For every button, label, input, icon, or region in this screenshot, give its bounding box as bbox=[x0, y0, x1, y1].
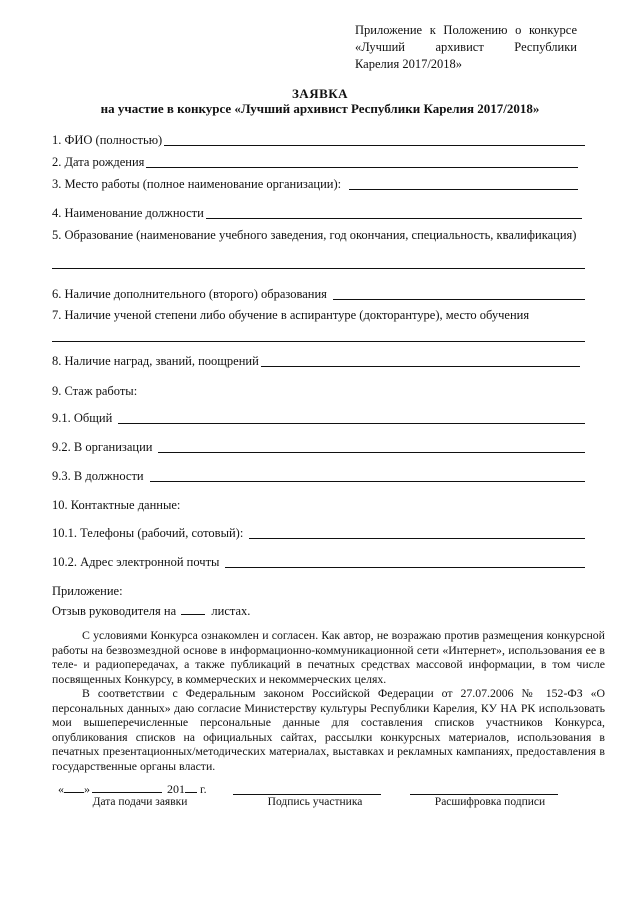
consent-paragraph-2: В соответствии с Федеральным законом Российской Федерации от 27.07.2006 № 152-ФЗ «О персональных данных» даю согласие Министерству культуры Республики Карелия, КУ НА РК использовать мои вышеперечисленные персональные данные для составления списков участников Конкурса, опубликования списков на официальных сайтах, рассылки конкурсных материалов, использования в печатных презентационных/методических материалах, выставках и рекламных кампаниях, предоставления в государственные органы власти. bbox=[52, 686, 605, 773]
date-year-blank[interactable] bbox=[185, 782, 197, 793]
field-experience-org-line[interactable] bbox=[158, 442, 585, 453]
field-experience-total-line[interactable] bbox=[118, 413, 585, 424]
field-birth-date-line[interactable] bbox=[146, 157, 578, 168]
consent-paragraph-1: С условиями Конкурса ознакомлен и согласен. Как автор, не возражаю против размещения конкурсной работы на безвозмездной основе в информационно-коммуникационной сети «Интернет», использования ее в теле- и радиопередачах, а также публикаций в печатных средствах массовой информации, в том числе посвященных Конкурсу, в коммерческих и некоммерческих целях. bbox=[52, 628, 605, 686]
attachment-review-suffix: листах. bbox=[211, 604, 251, 618]
attachment-label: Приложение: bbox=[52, 584, 123, 598]
appendix-line-1: Приложение к Положению о конкурсе bbox=[355, 23, 577, 37]
field-degree-line[interactable] bbox=[52, 341, 585, 342]
field-experience-org[interactable] bbox=[52, 440, 585, 455]
consent-text bbox=[52, 628, 605, 773]
field-phones[interactable] bbox=[52, 526, 585, 541]
date-close-quote: » bbox=[84, 782, 90, 796]
appendix-line-2: «Лучший архивист Республики bbox=[355, 40, 577, 54]
field-education-label: 5. Образование (наименование учебного заведения, год окончания, специальность, квалификация) bbox=[52, 228, 577, 242]
document-subtitle: на участие в конкурсе «Лучший архивист Республики Карелия 2017/2018» bbox=[100, 101, 540, 116]
attachment-pages-blank[interactable] bbox=[181, 604, 205, 615]
field-email-line[interactable] bbox=[225, 557, 585, 568]
date-month-blank[interactable] bbox=[92, 782, 162, 793]
signature-decode-line[interactable] bbox=[410, 794, 558, 795]
field-awards-label: 8. Наличие наград, званий, поощрений bbox=[52, 354, 259, 368]
document-title: ЗАЯВКА bbox=[291, 86, 349, 101]
date-caption: Дата подачи заявки bbox=[92, 796, 188, 808]
field-degree-label: 7. Наличие ученой степени либо обучение в аспирантуре (докторантуре), место обучения bbox=[52, 308, 530, 322]
signature-line[interactable] bbox=[233, 794, 381, 795]
attachment-review-prefix: Отзыв руководителя на bbox=[52, 604, 177, 618]
date-year-suffix: г. bbox=[200, 782, 207, 796]
appendix-note bbox=[355, 22, 577, 73]
field-additional-education[interactable] bbox=[52, 287, 585, 302]
field-experience-total-label: 9.1. Общий bbox=[52, 411, 113, 425]
field-experience-position[interactable] bbox=[52, 469, 585, 484]
field-experience-label: 9. Стаж работы: bbox=[52, 384, 138, 398]
field-awards-line[interactable] bbox=[261, 356, 580, 367]
date-day-blank[interactable] bbox=[64, 782, 84, 793]
attachment-review bbox=[52, 604, 592, 619]
field-full-name[interactable] bbox=[52, 133, 585, 148]
field-phones-label: 10.1. Телефоны (рабочий, сотовый): bbox=[52, 526, 244, 540]
field-position-line[interactable] bbox=[206, 208, 582, 219]
field-contacts-label: 10. Контактные данные: bbox=[52, 498, 181, 512]
field-position-label: 4. Наименование должности bbox=[52, 206, 204, 220]
signature-date bbox=[58, 782, 207, 797]
field-experience-position-line[interactable] bbox=[150, 471, 585, 482]
field-phones-line[interactable] bbox=[249, 528, 585, 539]
field-email-label: 10.2. Адрес электронной почты bbox=[52, 555, 220, 569]
field-full-name-label: 1. ФИО (полностью) bbox=[52, 133, 163, 147]
field-additional-education-line[interactable] bbox=[333, 289, 585, 300]
date-open-quote: « bbox=[58, 782, 64, 796]
field-experience-org-label: 9.2. В организации bbox=[52, 440, 153, 454]
field-email[interactable] bbox=[52, 555, 585, 570]
appendix-line-3: Карелия 2017/2018» bbox=[355, 57, 463, 71]
field-workplace-line[interactable] bbox=[349, 179, 578, 190]
field-workplace-label: 3. Место работы (полное наименование организации): bbox=[52, 177, 342, 191]
field-workplace[interactable] bbox=[52, 177, 578, 192]
decode-caption: Расшифровка подписи bbox=[434, 796, 546, 808]
field-education-line[interactable] bbox=[52, 268, 585, 269]
signature-caption: Подпись участника bbox=[267, 796, 363, 808]
field-full-name-line[interactable] bbox=[164, 135, 585, 146]
field-experience-position-label: 9.3. В должности bbox=[52, 469, 144, 483]
field-additional-education-label: 6. Наличие дополнительного (второго) образования bbox=[52, 287, 327, 301]
field-birth-date[interactable] bbox=[52, 155, 578, 170]
field-experience-total[interactable] bbox=[52, 411, 585, 426]
date-year-prefix: 201 bbox=[167, 782, 185, 796]
field-birth-date-label: 2. Дата рождения bbox=[52, 155, 145, 169]
field-position[interactable] bbox=[52, 206, 582, 221]
field-awards[interactable] bbox=[52, 354, 580, 369]
